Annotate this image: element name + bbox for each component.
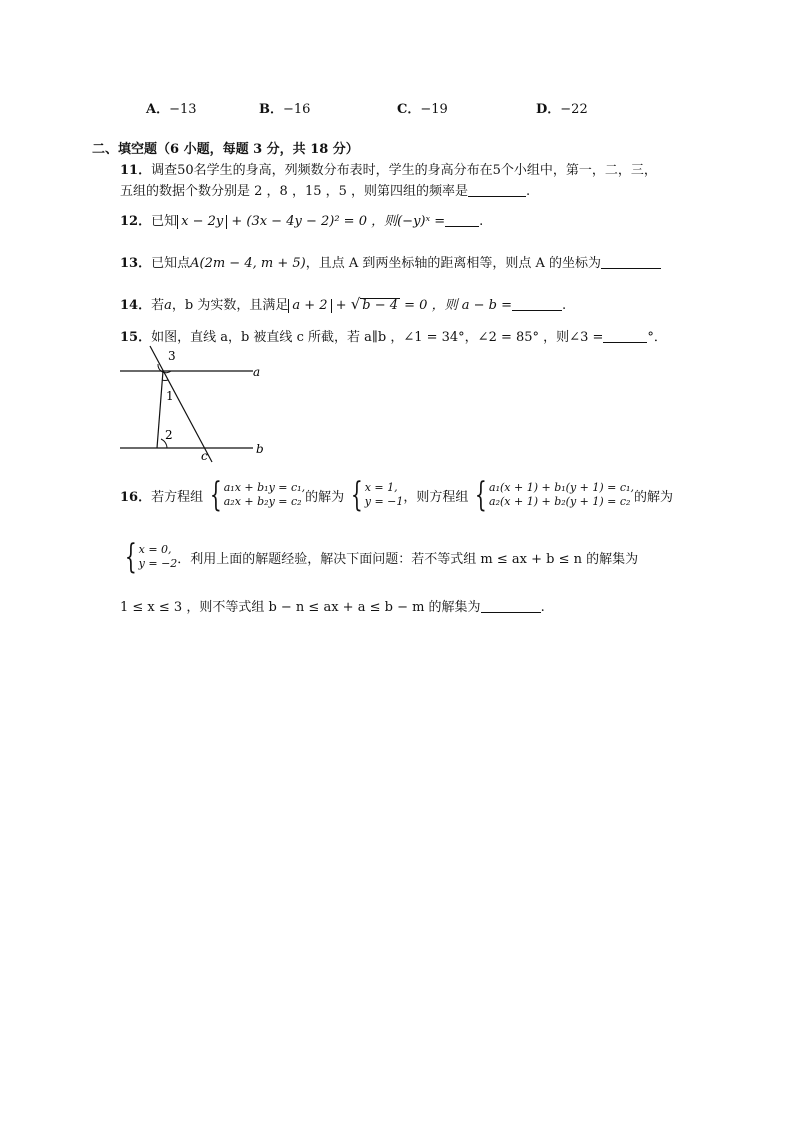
- question-math: +: [331, 298, 351, 313]
- brace-glyph: {: [350, 475, 363, 515]
- question-11-line2: [120, 180, 530, 199]
- system-row: x = 0,: [138, 543, 172, 556]
- question-math: = 0 ，则 a − b =: [400, 298, 512, 313]
- choice-letter: C．: [397, 102, 421, 117]
- radical-sign: √: [350, 295, 361, 313]
- question-number: 13．: [120, 256, 152, 271]
- question-11: [120, 159, 657, 178]
- system-row: a₁(x + 1) + b₁(y + 1) = c₁,: [489, 481, 634, 494]
- question-text: ，且点 A 到两坐标轴的距离相等，则点 A 的坐标为: [305, 256, 601, 271]
- angle-1-arc: [162, 380, 168, 381]
- question-text: 如图，直线 a，b 被直线 c 所截，若 a∥b ，∠1 = 34°，∠2 = 85° ，则∠3 =: [151, 330, 604, 345]
- question-text: 已知点: [151, 256, 191, 271]
- question-16: [120, 475, 673, 515]
- question-end: °．: [647, 330, 667, 345]
- solution-1: [346, 475, 404, 515]
- answer-blank[interactable]: [603, 329, 647, 343]
- equation-system-1: [205, 475, 306, 515]
- choice-value: −13: [169, 102, 197, 117]
- question-text: 的解为: [305, 489, 345, 505]
- choice-value: −16: [283, 102, 311, 117]
- point-coordinates: A(2m − 4, m + 5): [190, 256, 306, 271]
- question-text: 调查50名学生的身高，列频数分布表时，学生的身高分布在5个小组中，第一，二，三，: [151, 163, 657, 178]
- answer-blank[interactable]: [445, 213, 479, 227]
- question-end: .: [561, 298, 567, 313]
- answer-blank[interactable]: [601, 255, 661, 269]
- equation-system-2: [470, 475, 634, 515]
- question-number: 11．: [120, 163, 152, 178]
- choice-value: −19: [420, 102, 448, 117]
- label-angle-2: 2: [165, 428, 173, 442]
- system-row: y = −2: [138, 557, 178, 570]
- question-text: 1 ≤ x ≤ 3 ，则不等式组 b − n ≤ ax + a ≤ b − m 的解集为: [120, 600, 481, 615]
- question-text: 五组的数据个数分别是 2 ，8 ，15 ，5 ，则第四组的频率是: [120, 184, 469, 199]
- question-end: .: [479, 214, 484, 229]
- choice-value: −22: [560, 102, 588, 117]
- choice-letter: B．: [259, 102, 283, 117]
- question-text: 的解为: [633, 489, 673, 505]
- question-text: ．利用上面的解题经验，解决下面问题：若不等式组 m ≤ ax + b ≤ n 的解集为: [177, 551, 639, 567]
- label-line-c: c: [201, 449, 208, 463]
- choice-letter: A．: [146, 102, 170, 117]
- question-text: 若: [151, 298, 165, 313]
- solution-2: [120, 537, 178, 577]
- question-13: [120, 252, 661, 271]
- answer-blank[interactable]: [481, 599, 541, 613]
- choice-b: [259, 98, 310, 117]
- line-c: [150, 346, 212, 462]
- choice-d: [536, 98, 588, 117]
- system-row: a₂(x + 1) + b₂(y + 1) = c₂: [489, 495, 631, 508]
- system-row: x = 1,: [364, 481, 398, 494]
- question-math: + (3x − 4y − 2)² = 0 ，则: [227, 214, 398, 229]
- question-number: 16．: [120, 489, 152, 505]
- question-16-line3: [120, 596, 545, 615]
- choice-a: [146, 98, 197, 117]
- radicand: b − 4: [362, 298, 399, 313]
- system-row: a₂x + b₂y = c₂: [223, 495, 302, 508]
- brace-glyph: {: [124, 537, 137, 577]
- system-row: a₁x + b₁y = c₁,: [223, 481, 306, 494]
- system-row: y = −1: [364, 495, 404, 508]
- answer-blank[interactable]: [468, 183, 526, 197]
- question-text: 若方程组: [151, 489, 204, 505]
- question-12: [120, 210, 483, 229]
- choice-letter: D．: [536, 102, 561, 117]
- answer-blank[interactable]: [512, 297, 562, 311]
- absolute-value: a + 2: [288, 299, 331, 313]
- question-16-line2: [120, 537, 639, 577]
- label-line-b: b: [256, 442, 264, 456]
- brace-glyph: {: [209, 475, 222, 515]
- question-text: 已知: [151, 214, 178, 229]
- section-title: 二、填空题（6 小题，每题 3 分，共 18 分）: [92, 142, 359, 157]
- choice-c: [397, 98, 448, 117]
- question-end: .: [526, 184, 531, 199]
- label-line-a: a: [253, 365, 261, 379]
- question-text: ，b 为实数，且满足: [171, 298, 289, 313]
- label-angle-3: 3: [168, 349, 176, 363]
- label-angle-1: 1: [166, 389, 174, 403]
- transversal-segment: [157, 371, 163, 448]
- question-end: .: [540, 600, 545, 615]
- parallel-lines-figure: [110, 342, 280, 466]
- question-number: 15．: [120, 330, 152, 345]
- question-14: [120, 294, 566, 313]
- question-number: 14．: [120, 298, 152, 313]
- question-number: 12．: [120, 214, 152, 229]
- absolute-value: x − 2y: [177, 215, 227, 229]
- brace-glyph: {: [475, 475, 488, 515]
- question-math: (−y)ˣ =: [397, 214, 446, 229]
- variable-a: a: [164, 298, 172, 313]
- question-text: ，则方程组: [403, 489, 469, 505]
